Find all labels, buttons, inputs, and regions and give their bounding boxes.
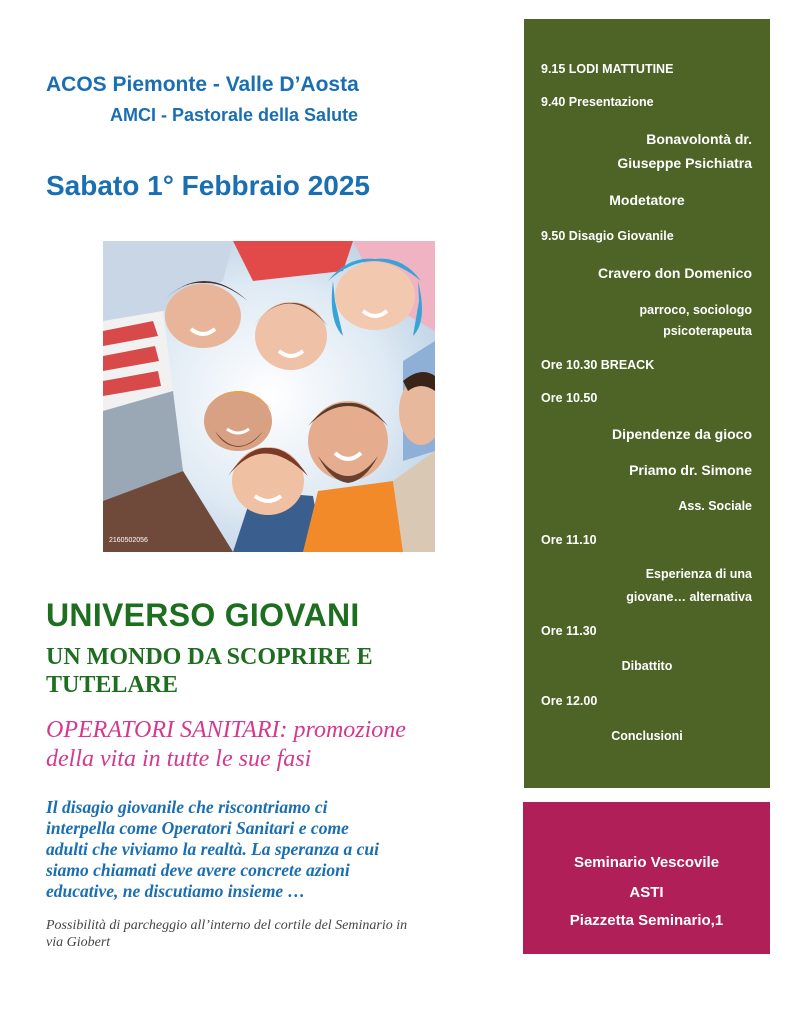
program-item: 9.50 Disagio Giovanile	[541, 229, 674, 243]
program-item: Priamo dr. Simone	[629, 462, 752, 478]
description-line-4: siamo chiamati deve avere concrete azioni	[46, 860, 350, 880]
program-item: giovane… alternativa	[626, 590, 752, 604]
program-item: Conclusioni	[611, 729, 683, 743]
event-subtitle-line-1: UN MONDO DA SCOPRIRE E	[46, 644, 373, 670]
program-item: psicoterapeuta	[663, 324, 752, 338]
event-description	[46, 797, 491, 902]
program-item: Modetatore	[609, 192, 685, 208]
venue-address: Piazzetta Seminario,1	[569, 912, 724, 929]
organizer-line-2: AMCI - Pastorale della Salute	[110, 105, 359, 125]
program-item: Ore 10.50	[541, 391, 598, 405]
program-item: Ore 10.30 BREACK	[541, 358, 655, 372]
program-item: Ore 11.30	[541, 624, 597, 638]
organizer-line-1: ACOS Piemonte - Valle D’Aosta	[46, 73, 359, 96]
description-line-3: adulti che viviamo la realtà. La speranza a cui	[46, 839, 379, 859]
program-item: Cravero don Domenico	[597, 265, 752, 281]
program-item: Ass. Sociale	[678, 499, 752, 513]
event-theme-line-1: OPERATORI SANITARI: promozione	[46, 717, 406, 743]
photo-stock-code: 2160502056	[109, 537, 148, 544]
program-item: Dibattito	[621, 659, 673, 673]
program-item: Bonavolontà dr.	[646, 131, 752, 147]
description-line-2: interpella come Operatori Sanitari e come	[46, 818, 349, 838]
event-subtitle	[46, 643, 486, 699]
program-item: Esperienza di una	[645, 567, 752, 581]
program-item: 9.15 LODI MATTUTINE	[541, 62, 674, 76]
parking-note-line-2: via Giobert	[46, 935, 111, 950]
group-photo-illustration	[103, 241, 435, 552]
venue-name: Seminario Vescovile	[573, 854, 720, 871]
program-item: Dipendenze da gioco	[611, 426, 752, 442]
event-theme-line-2: della vita in tutte le sue fasi	[46, 746, 312, 772]
program-item: Ore 12.00	[541, 694, 598, 708]
program-item: parroco, sociologo	[639, 303, 752, 317]
program-item: Ore 11.10	[541, 533, 597, 547]
event-subtitle-line-2: TUTELARE	[46, 672, 179, 698]
venue-city: ASTI	[629, 884, 664, 901]
description-line-5: educative, ne discutiamo insieme …	[46, 881, 306, 901]
group-photo	[103, 241, 435, 552]
event-date: Sabato 1° Febbraio 2025	[46, 170, 370, 201]
parking-note	[46, 917, 496, 951]
event-title: UNIVERSO GIOVANI	[46, 597, 360, 633]
description-line-1: Il disagio giovanile che riscontriamo ci	[46, 797, 328, 817]
program-item: 9.40 Presentazione	[541, 95, 654, 109]
event-theme	[46, 716, 496, 774]
program-item: Giuseppe Psichiatra	[617, 155, 752, 171]
venue-box	[523, 802, 770, 954]
program-schedule	[524, 19, 770, 788]
parking-note-line-1: Possibilità di parcheggio all’interno del cortile del Seminario in	[46, 918, 408, 933]
